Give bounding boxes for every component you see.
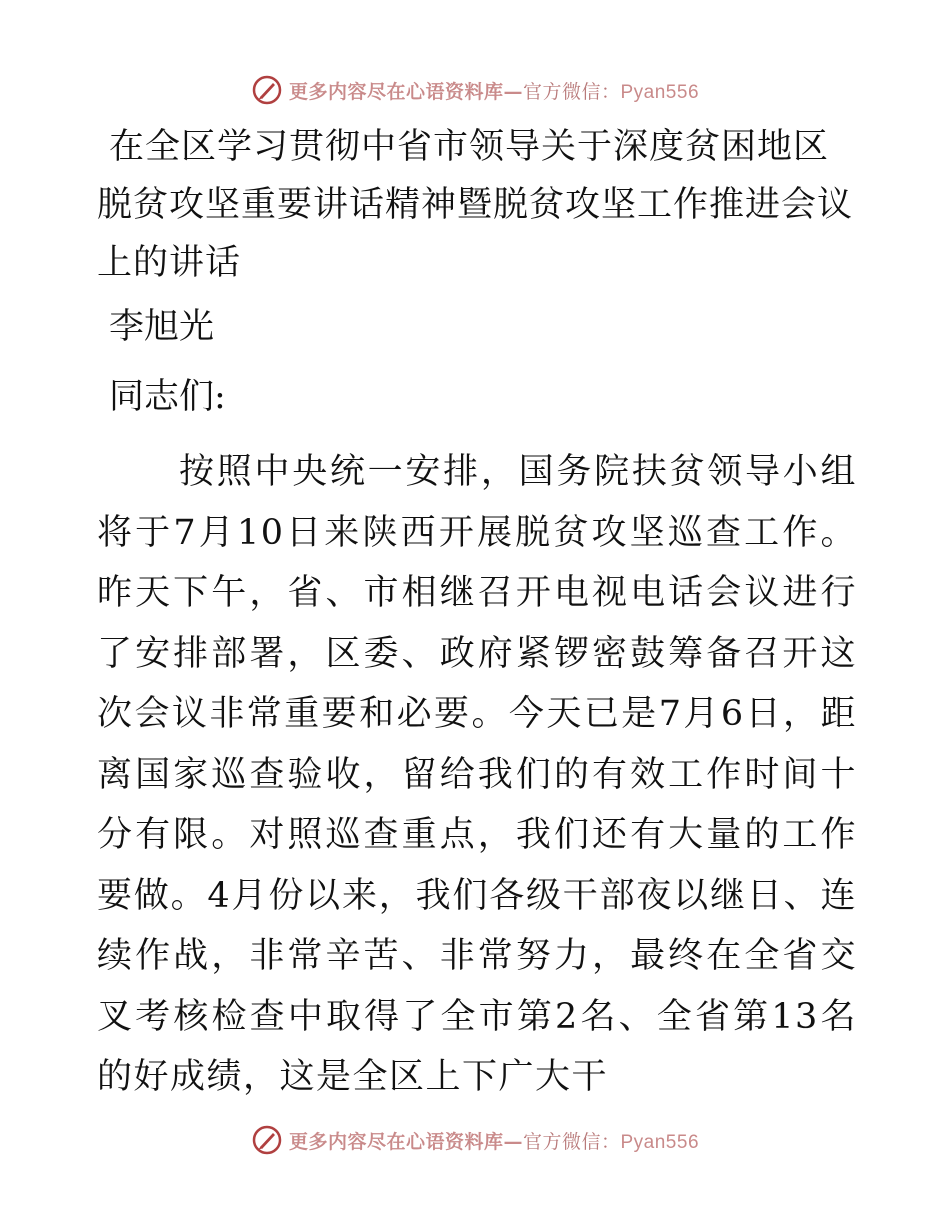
watermark-site-text: 更多内容尽在心语资料库 xyxy=(288,80,504,103)
document-body xyxy=(97,118,857,1108)
watermark-dash: — xyxy=(503,1130,523,1153)
watermark-wechat-label: 官方微信： xyxy=(522,1130,621,1153)
body-paragraph: 按照中央统一安排，国务院扶贫领导小组将于7月10日来陕西开展脱贫攻坚巡查工作。昨天下午，省、市相继召开电视电话会议进行了安排部署，区委、政府紧锣密鼓筹备召开这次会议非常重要和必要。今天已是7月6日，距离国家巡查验收，留给我们的有效工作时间十分有限。对照巡查重点，我们还有大量的工作要做。4月份以来，我们各级干部夜以继日、连续作战，非常辛苦、非常努力，最终在全省交叉考核检查中取得了全市第2名、全省第13名的好成绩，这是全区上下广大干 xyxy=(97,452,857,1097)
watermark-dash: — xyxy=(503,80,523,103)
quill-logo-icon xyxy=(251,1124,283,1156)
quill-logo-icon xyxy=(251,74,283,106)
header-watermark xyxy=(0,72,950,108)
author-name: 李旭光 xyxy=(109,307,215,347)
document-title: 在全区学习贯彻中省市领导关于深度贫困地区脱贫攻坚重要讲话精神暨脱贫攻坚工作推进会议上的讲话 xyxy=(97,127,854,283)
watermark-text xyxy=(289,77,699,104)
greeting: 同志们: xyxy=(109,377,226,417)
footer-watermark xyxy=(0,1122,950,1158)
watermark-wechat-label: 官方微信： xyxy=(522,80,621,103)
watermark-account: Pyan556 xyxy=(620,81,700,103)
watermark-text xyxy=(289,1127,699,1154)
watermark-site-text: 更多内容尽在心语资料库 xyxy=(288,1130,504,1153)
watermark-account: Pyan556 xyxy=(620,1131,700,1153)
